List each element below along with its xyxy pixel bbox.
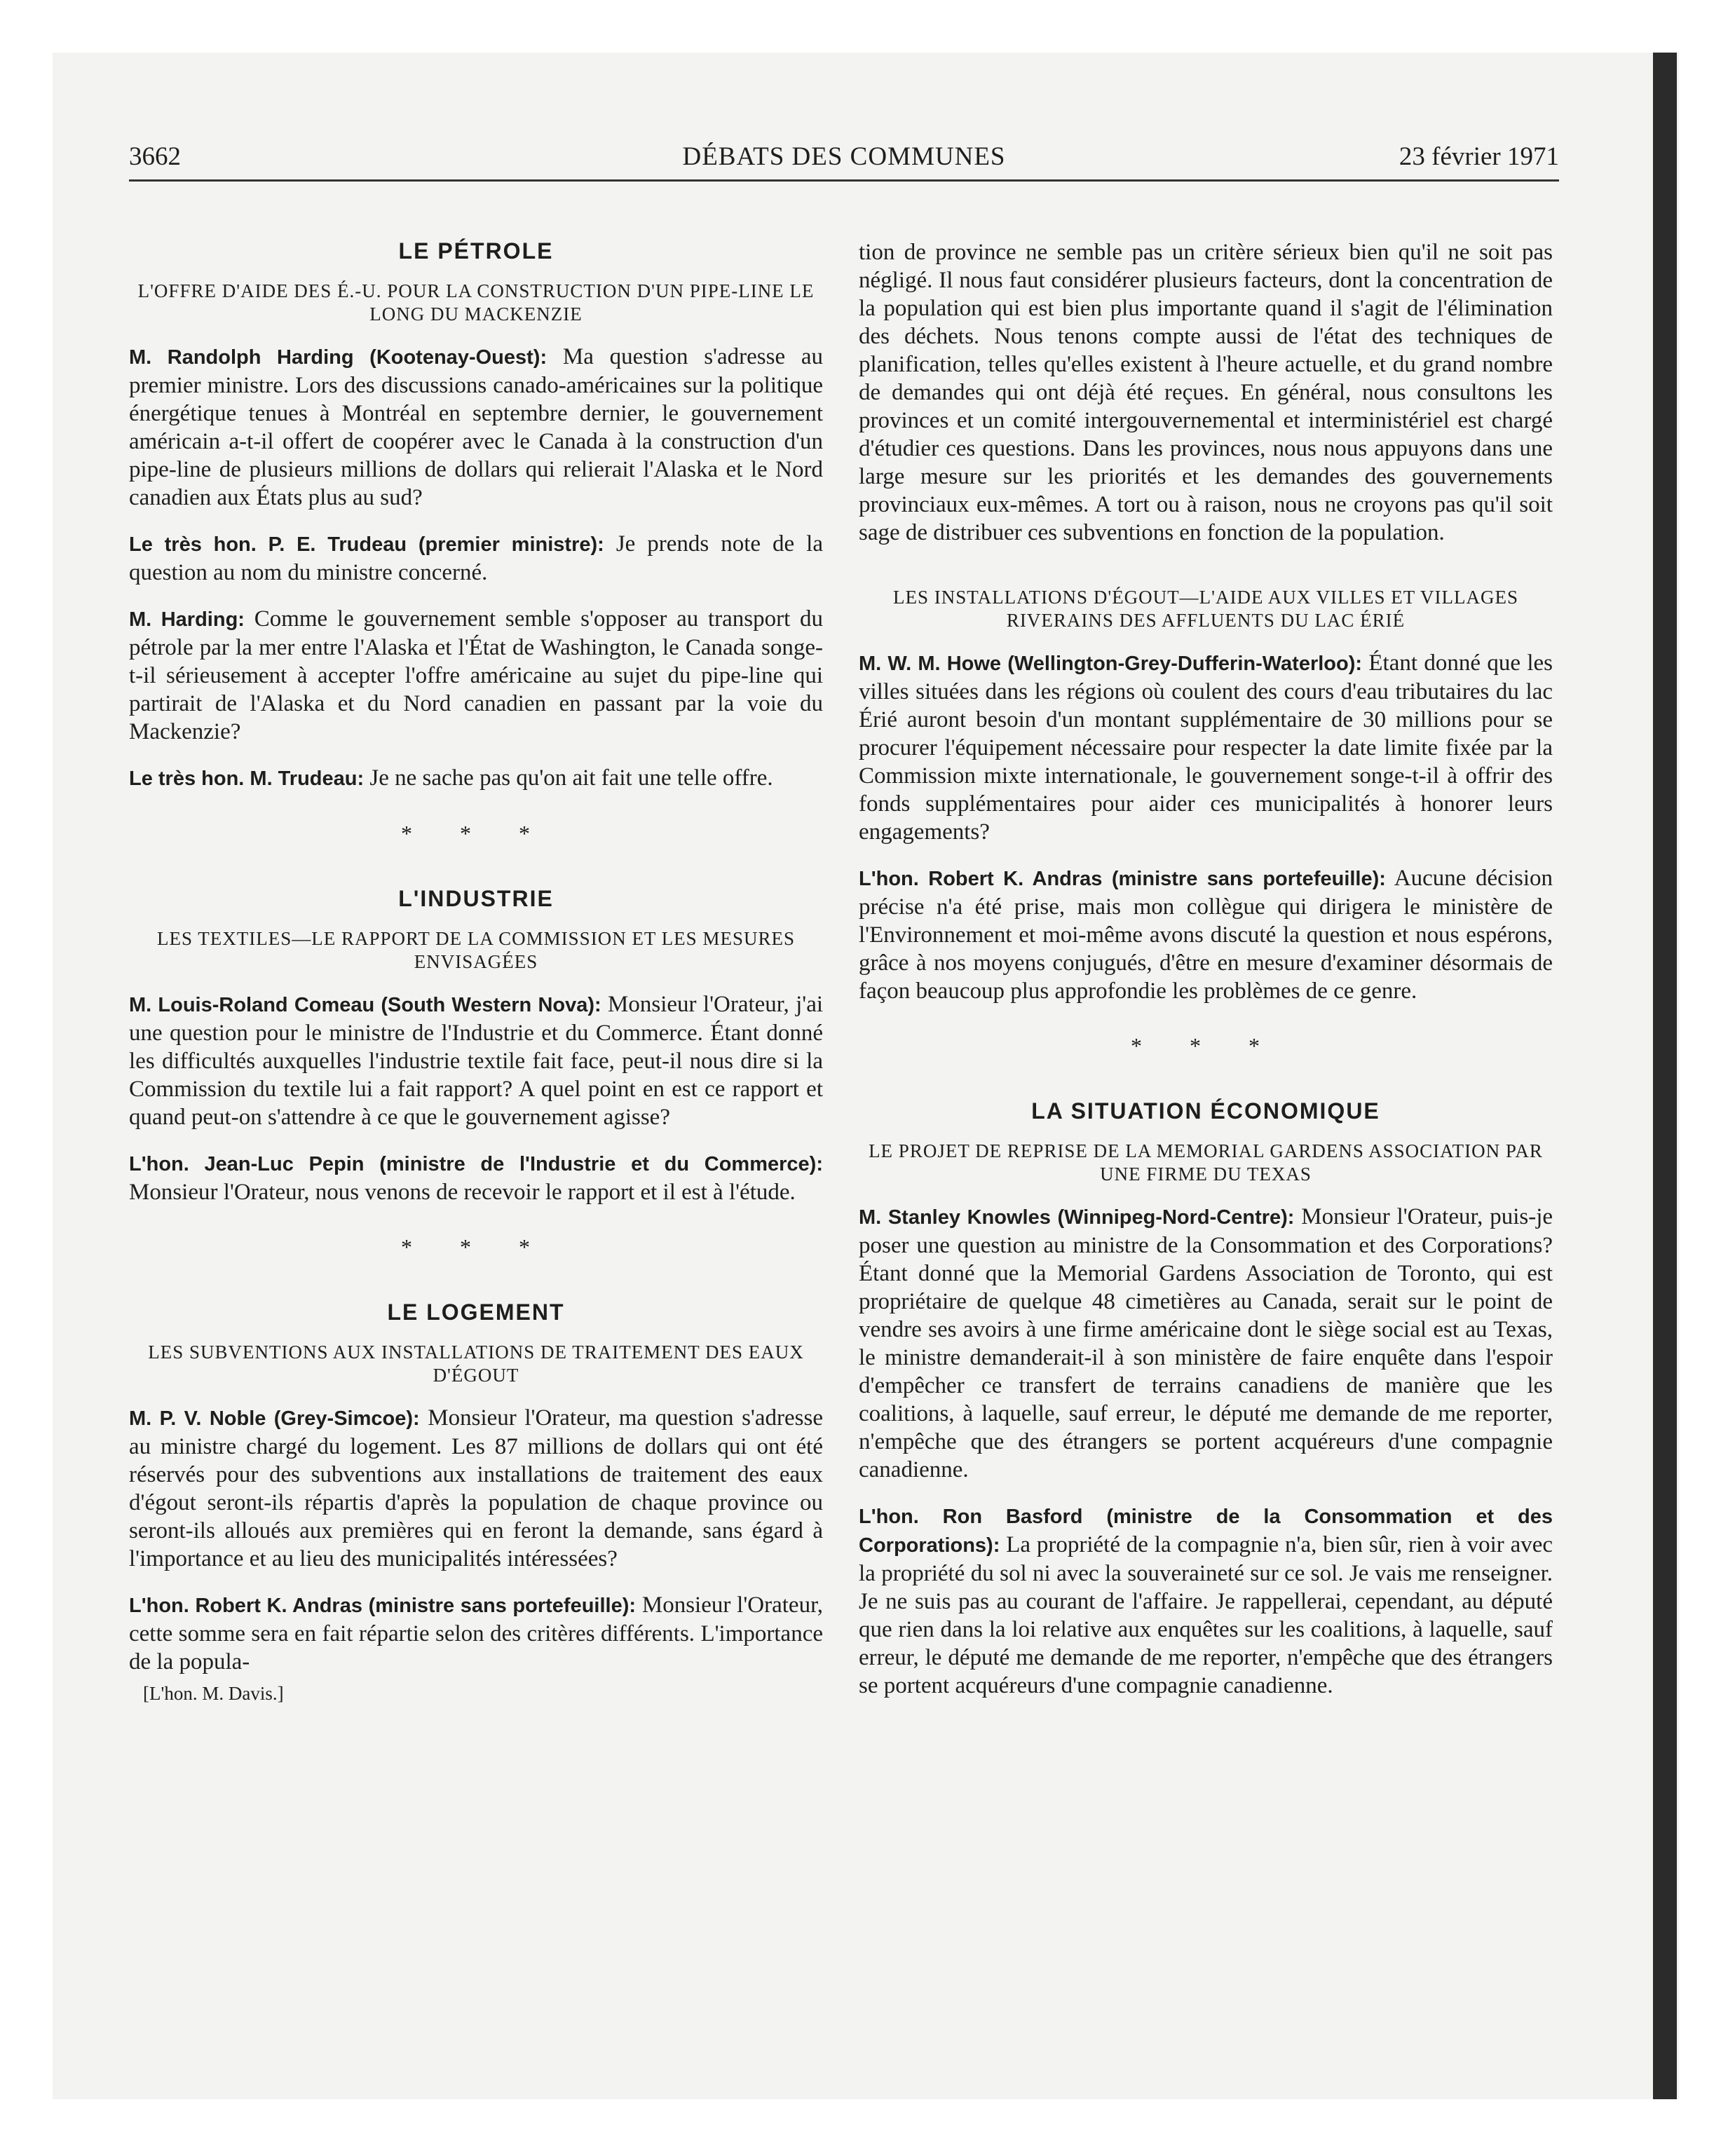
paragraph [129, 1591, 823, 1676]
speech-text: Monsieur l'Orateur, ma question s'adresse au ministre chargé du logement. Les 87 millions de dollars qui ont été réservés pour des subventions aux installations de traitement des eaux d'égout seront-ils répartis d'après la population de chaque province ou seront-ils alloués aux premières qui en feront la demande, sans égard à l'importance et au lieu des municipalités intéressées? [129, 1405, 823, 1571]
speaker: Le très hon. M. Trudeau: [129, 767, 365, 790]
speech-text: Je prends note de la question au nom du ministre concerné. [129, 531, 823, 585]
speech-text: Monsieur l'Orateur, puis-je poser une question au ministre de la Consommation et des Corporations? Étant donné que la Memorial Gardens Association de Toronto, qui est propriétaire de quelque 48 cimetières au Canada, serait sur le point de vendre ses avoirs à une firme américaine dont le siège social est au Texas, le ministre demanderait-il à son ministère de faire enquête dans l'espoir d'empêcher ce transfert de terrains canadiens de manière que les coalitions, à laquelle, sauf erreur, le député me demande de me reporter, n'empêche que des étrangers se portent acquéreurs d'une compagnie canadienne. [859, 1204, 1553, 1482]
footnote: [L'hon. M. Davis.] [143, 1683, 284, 1704]
subheading-memorial-gardens: LE PROJET DE REPRISE DE LA MEMORIAL GARDENS ASSOCIATION PAR UNE FIRME DU TEXAS [869, 1140, 1543, 1185]
paragraph [859, 1502, 1553, 1700]
paragraph [859, 864, 1553, 1005]
speaker: M. Harding: [129, 608, 245, 631]
paragraph [859, 649, 1553, 846]
speaker: L'hon. Robert K. Andras (ministre sans portefeuille): [859, 868, 1386, 890]
paragraph [129, 530, 823, 587]
speech-text: Étant donné que les villes situées dans les régions où coulent des cours d'eau tributaires du lac Érié auront besoin d'un montant supplémentaire de 30 millions pour se procurer l'équipement nécessaire pour respecter la date limite fixée par la Commission mixte internationale, le gouvernement songe-t-il à offrir des fonds supplémentaires pour aider ces municipalités à honorer leurs engagements? [859, 650, 1553, 845]
section-separator: * * * [401, 1234, 551, 1260]
paragraph [129, 605, 823, 746]
speaker: M. W. M. Howe (Wellington-Grey-Dufferin-Waterloo): [859, 653, 1363, 675]
paragraph [129, 990, 823, 1131]
subheading-egout: LES INSTALLATIONS D'ÉGOUT—L'AIDE AUX VILLES ET VILLAGES RIVERAINS DES AFFLUENTS DU LAC ÉRIÉ [893, 587, 1518, 631]
speaker: L'hon. Jean-Luc Pepin (ministre de l'Industrie et du Commerce): [129, 1153, 823, 1175]
subheading-pipeline: L'OFFRE D'AIDE DES É.-U. POUR LA CONSTRUCTION D'UN PIPE-LINE LE LONG DU MACKENZIE [137, 280, 815, 325]
subheading-subventions: LES SUBVENTIONS AUX INSTALLATIONS DE TRAITEMENT DES EAUX D'ÉGOUT [148, 1342, 804, 1386]
speech-text: La propriété de la compagnie n'a, bien sûr, rien à voir avec la propriété du sol ni avec la souveraineté sur ce sol. Je vais me renseigner. Je ne suis pas au courant de l'affaire. Je rappellerai, cependant, au député que rien dans la loi relative aux enquêtes sur les coalitions, à laquelle, sauf erreur, le député me demande de me reporter, n'empêche que des étrangers se portent acquéreurs d'une compagnie canadienne. [859, 1532, 1553, 1698]
speech-text: Monsieur l'Orateur, cette somme sera en fait répartie selon des critères différents. L'importance de la popula- [129, 1592, 823, 1674]
speech-text: Ma question s'adresse au premier ministre. Lors des discussions canado-américaines sur la politique énergétique tenues à Montréal en septembre dernier, le gouvernement américain a-t-il offert de coopérer avec le Canada à la construction d'un pipe-line de plusieurs millions de dollars qui relierait l'Alaska et le Nord canadien aux États plus au sud? [129, 344, 824, 510]
speech-text: Aucune décision précise n'a été prise, mais mon collègue qui dirigera le ministère de l'Environnement et moi-même avons discuté la question et nous espérons, grâce à nos moyens conjugués, d'être en mesure d'examiner désormais de façon beaucoup plus approfondie les problèmes de ce genre. [859, 866, 1553, 1004]
speech-text: Comme le gouvernement semble s'opposer au transport du pétrole par la mer entre l'Alaska et l'État de Washington, le Canada songe-t-il sérieusement à accepter l'offre américaine au sujet du pipe-line qui partirait de l'Alaska et du Nord canadien en passant par la voie du Mackenzie? [129, 606, 823, 744]
scan-edge-strip [1653, 53, 1677, 2099]
speaker: M. Stanley Knowles (Winnipeg-Nord-Centre): [859, 1206, 1295, 1229]
paragraph [129, 343, 823, 512]
speaker: M. P. V. Noble (Grey-Simcoe): [129, 1407, 420, 1430]
section-heading-industrie: L'INDUSTRIE [398, 886, 554, 911]
subheading-textiles: LES TEXTILES—LE RAPPORT DE LA COMMISSION ET LES MESURES ENVISAGÉES [157, 928, 795, 972]
publication-title: DÉBATS DES COMMUNES [682, 142, 1006, 171]
section-heading-petrole: LE PÉTROLE [398, 238, 554, 264]
paragraph [129, 1149, 823, 1206]
section-separator: * * * [401, 821, 551, 846]
page-header [129, 139, 1559, 182]
speech-text: Monsieur l'Orateur, j'ai une question pour le ministre de l'Industrie et du Commerce. Étant donné les difficultés auxquelles l'industrie textile fait face, peut-il nous dire si la Commission du textile lui a fait rapport? A quel point en est ce rapport et quand peut-on s'attendre à ce que le gouvernement agisse? [129, 992, 824, 1130]
right-column [859, 238, 1553, 1718]
paragraph [859, 238, 1553, 547]
section-heading-logement: LE LOGEMENT [387, 1299, 565, 1325]
section-heading-economie: LA SITUATION ÉCONOMIQUE [1031, 1098, 1380, 1124]
paragraph [129, 1404, 823, 1573]
speaker: Le très hon. P. E. Trudeau (premier ministre): [129, 533, 604, 556]
speech-text: Je ne sache pas qu'on ait fait une telle offre. [369, 765, 773, 791]
section-separator: * * * [1131, 1033, 1281, 1058]
speaker: L'hon. Ron Basford (ministre de la Consommation et des Corporations): [859, 1506, 1553, 1557]
speech-text: tion de province ne semble pas un critère sérieux bien qu'il ne soit pas négligé. Il nous faut considérer plusieurs facteurs, dont la concentration de la population qui est bien plus importante quand il s'agit de l'élimination des déchets. Nous tenons compte aussi de l'état des techniques de planification, telles qu'elles existent à l'heure actuelle, et du grand nombre de demandes qui ont déjà été reçues. En général, nous consultons les provinces et un comité intergouvernemental et interministériel est chargé d'étudier ces questions. Dans les provinces, nous nous appuyons dans une large mesure sur les priorités et les demandes des gouvernements provinciaux eux-mêmes. A tort ou à raison, nous ne croyons pas qu'il soit sage de distribuer ces subventions en fonction de la population. [859, 240, 1553, 545]
left-column [129, 238, 823, 1705]
paragraph [129, 764, 823, 793]
speech-text: Monsieur l'Orateur, nous venons de recevoir le rapport et il est à l'étude. [129, 1180, 796, 1205]
speaker: L'hon. Robert K. Andras (ministre sans portefeuille): [129, 1595, 637, 1617]
speaker: M. Randolph Harding (Kootenay-Ouest): [129, 346, 547, 369]
publication-date: 23 février 1971 [1399, 142, 1559, 171]
speaker: M. Louis-Roland Comeau (South Western Nova): [129, 994, 601, 1016]
page-number: 3662 [129, 142, 181, 171]
paragraph [859, 1203, 1553, 1484]
